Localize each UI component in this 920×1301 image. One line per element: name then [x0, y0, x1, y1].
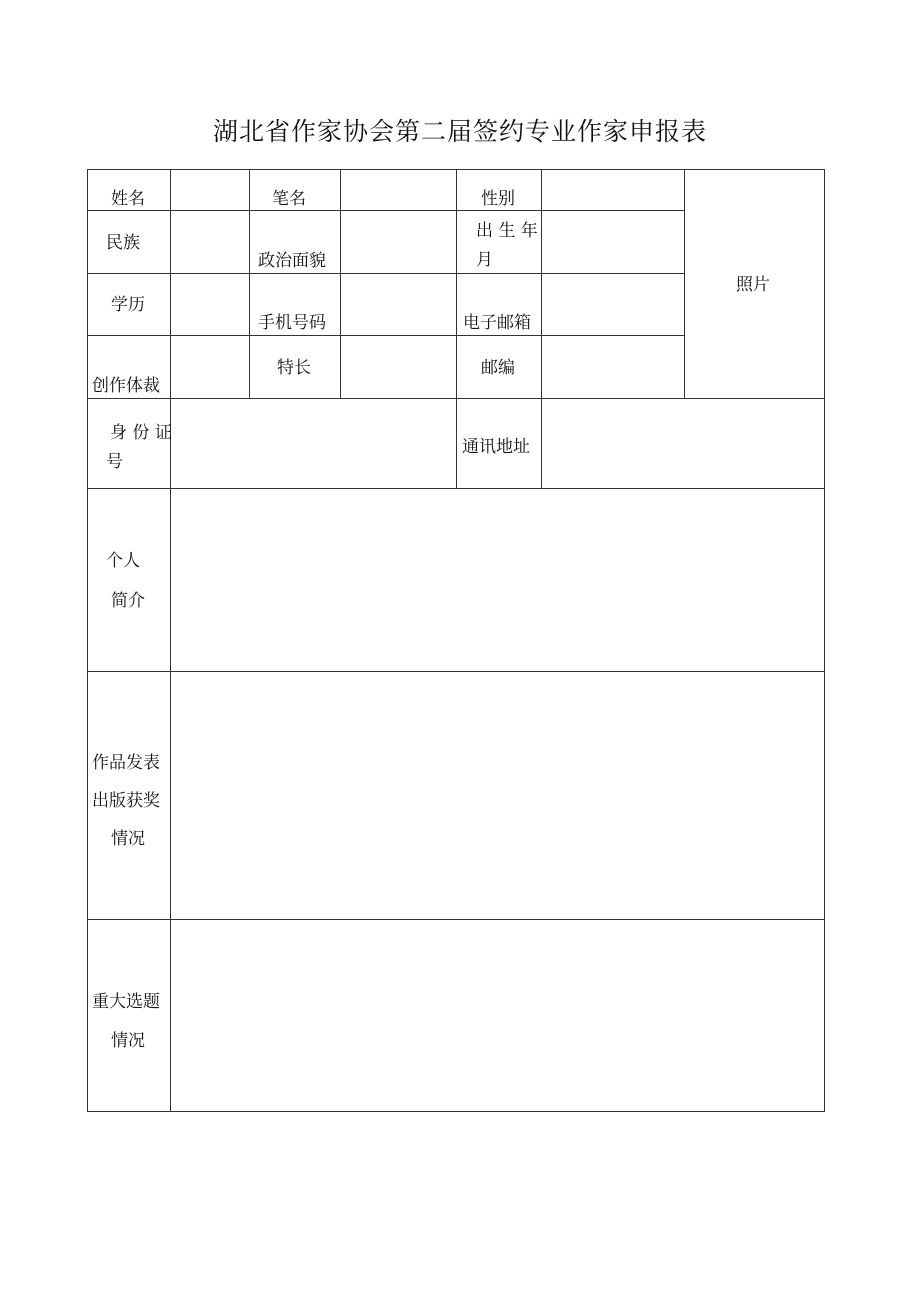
table-border-left [87, 169, 88, 1112]
address-value-cell[interactable] [542, 399, 824, 488]
label-bio: 个人 [106, 551, 140, 571]
email-value-cell[interactable] [542, 274, 684, 335]
label-name: 姓名 [111, 189, 145, 209]
label-political-status: 政治面貌 [258, 251, 326, 271]
name-value-cell[interactable] [171, 170, 249, 210]
id-number-value-cell[interactable] [171, 399, 456, 488]
label-major-topics-cont: 情况 [111, 1031, 145, 1051]
label-bio-cont: 简介 [111, 591, 145, 611]
label-photo: 照片 [736, 275, 770, 295]
label-works-cont: 出版获奖 [92, 791, 160, 811]
label-works-cont2: 情况 [111, 829, 145, 849]
genre-value-cell[interactable] [171, 336, 249, 398]
label-mobile: 手机号码 [258, 313, 326, 333]
ethnicity-value-cell[interactable] [171, 211, 249, 273]
label-specialty: 特长 [277, 358, 311, 378]
col-divider [456, 169, 457, 489]
label-major-topics: 重大选题 [92, 992, 160, 1012]
pen-name-value-cell[interactable] [341, 170, 456, 210]
birth-date-value-cell[interactable] [542, 211, 684, 273]
specialty-value-cell[interactable] [341, 336, 456, 398]
label-education: 学历 [111, 295, 145, 315]
label-address: 通讯地址 [462, 437, 530, 457]
label-id-number-cont: 号 [106, 452, 123, 472]
label-postcode: 邮编 [481, 358, 515, 378]
table-border-bottom [87, 1111, 825, 1112]
works-value-cell[interactable] [171, 672, 824, 919]
label-ethnicity: 民族 [106, 233, 140, 253]
mobile-value-cell[interactable] [341, 274, 456, 335]
education-value-cell[interactable] [171, 274, 249, 335]
postcode-value-cell[interactable] [542, 336, 684, 398]
political-status-value-cell[interactable] [341, 211, 456, 273]
label-id-number: 身 份 证 [110, 423, 172, 443]
gender-value-cell[interactable] [542, 170, 684, 210]
label-email: 电子邮箱 [463, 313, 531, 333]
major-topics-value-cell[interactable] [171, 920, 824, 1111]
label-gender: 性别 [481, 189, 515, 209]
bio-value-cell[interactable] [171, 489, 824, 671]
label-birth-date: 出 生 年 [476, 221, 538, 241]
label-genre: 创作体裁 [92, 376, 160, 396]
label-works: 作品发表 [92, 753, 160, 773]
label-birth-date-cont: 月 [476, 250, 493, 270]
label-pen-name: 笔名 [272, 189, 306, 209]
page-title: 湖北省作家协会第二届签约专业作家申报表 [212, 117, 707, 146]
table-border-right [824, 169, 825, 1112]
col-divider [249, 169, 250, 398]
